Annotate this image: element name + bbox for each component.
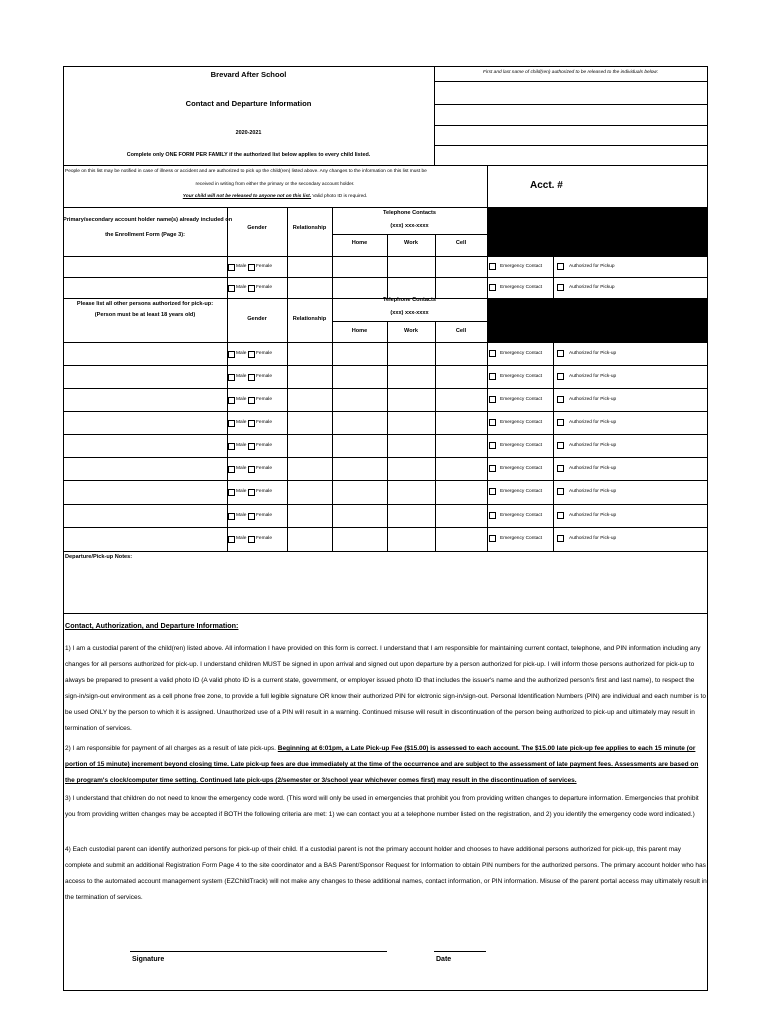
female-checkbox[interactable] [248,351,255,358]
section2-cell-header: Cell [455,328,467,334]
male-checkbox[interactable] [228,513,235,520]
relationship-field[interactable] [289,413,330,432]
date-label: Date [436,956,452,963]
s2-v5 [435,321,436,551]
authorized-pickup-label: Authorized for Pick-up [569,373,617,379]
work-phone-field[interactable] [389,413,433,432]
male-label: Male [236,263,247,269]
notes-bottom-line [63,613,707,614]
authorized-pickup-label: Authorized for Pick-up [569,442,617,448]
female-label: Female [256,489,272,494]
person-name-field[interactable] [65,413,225,432]
female-checkbox[interactable] [248,536,255,543]
male-label: Male [236,442,247,448]
relationship-field[interactable] [289,482,330,502]
authorized-pickup-checkbox[interactable] [557,350,564,357]
male-label: Male [236,536,247,541]
section1-work-header: Work [404,240,418,246]
work-phone-field[interactable] [389,506,433,525]
home-phone-field[interactable] [334,529,385,549]
work-phone-field[interactable] [389,390,433,409]
row-line [63,457,707,458]
s1-v3 [332,207,333,298]
person-name-field[interactable] [65,506,225,525]
authorized-pickup-checkbox[interactable] [557,488,564,495]
person-name-field[interactable] [65,459,225,478]
terms-paragraph-2 [65,741,707,789]
cell-phone-field[interactable] [437,413,485,432]
relationship-field[interactable] [289,459,330,478]
section2-label-2: (Person must be at least 18 years old) [94,312,196,318]
row-divider [553,411,554,434]
section1-home-header: Home [351,240,368,246]
terms-p2-bold: Beginning at 6:01pm, a Late Pick-up Fee ($15.00) is assessed to each account. The $15.00 late pick-up fee applies to each 15 minute (or portion of 15 minute) increment beyond closing time. Late pick-up fees are due immediately at the time of the occurrence and are subject to the assessment of late payment fees. Assessments are based on the program's clock/computer time setting. Continued late pick-ups (2/semester or 3/school year whichever comes first) may result in the discontinuation of services. [65,745,699,784]
male-label: Male [236,512,247,518]
cell-phone-field[interactable] [437,279,485,296]
emergency-contact-checkbox[interactable] [489,465,496,472]
cell-phone-field[interactable] [437,436,485,455]
row-divider [553,277,554,298]
terms-paragraph-4: 4) Each custodial parent can identify authorized persons for pick-up of their child. If a custodial parent is not the primary account holder and chooses to have additional persons authorized for pick-up, this parent may complete and submit an additional Registration Form Page 4 to the site coordinator and a BAS Parent/Sponsor Request for Information to obtain PIN numbers for the authorized persons. The primary account holder who has access to the automated account management system (EZChildTrack) will not make any changes to these additional names, contact information, or PIN information. Misuse of the parent portal access may ultimately result in the termination of services. [65,846,707,901]
s1-header-bottom [63,256,707,257]
emergency-contact-checkbox[interactable] [489,419,496,426]
work-phone-field[interactable] [389,436,433,455]
authorized-pickup-checkbox[interactable] [557,263,564,270]
section1-label-2: the Enrollment Form (Page 3): [105,232,185,238]
authorized-pickup-checkbox[interactable] [557,373,564,380]
s1-v2 [287,207,288,298]
s2-v2 [287,298,288,551]
section2-label-1: Please list all other persons authorized for pick-up: [76,301,214,307]
authorized-pickup-checkbox[interactable] [557,396,564,403]
child-line-4 [434,145,707,146]
section1-shaded-block [487,207,707,256]
form-title: Contact and Departure Information [185,99,312,108]
male-checkbox[interactable] [228,264,235,271]
female-checkbox[interactable] [248,285,255,292]
emergency-contact-checkbox[interactable] [489,396,496,403]
male-label: Male [236,419,247,425]
emergency-contact-label: Emergency Contact [500,465,543,471]
section2-shaded-block [487,298,707,342]
terms-heading: Contact, Authorization, and Departure Information: [65,621,239,630]
emergency-contact-label: Emergency Contact [500,512,543,518]
acct-divider [487,165,488,207]
male-label: Male [236,396,247,402]
notes-label: Departure/Pick-up Notes: [65,554,133,560]
notice-rest: Valid photo ID is required. [311,194,368,199]
home-phone-field[interactable] [334,436,385,455]
section1-phone-format: (xxx) xxx-xxxx [390,223,429,229]
female-checkbox[interactable] [248,466,255,473]
row-line [63,434,707,435]
child-line-3 [434,125,707,126]
relationship-field[interactable] [289,506,330,525]
child-name-field-2[interactable] [436,106,705,124]
female-checkbox[interactable] [248,264,255,271]
female-checkbox[interactable] [248,443,255,450]
notice-line-3 [63,195,487,200]
cell-phone-field[interactable] [437,390,485,409]
emergency-contact-label: Emergency Contact [500,350,543,356]
female-label: Female [256,536,272,541]
home-phone-field[interactable] [334,506,385,525]
authorized-pickup-checkbox[interactable] [557,419,564,426]
section2-work-header: Work [404,328,418,334]
emergency-contact-checkbox[interactable] [489,350,496,357]
person-name-field[interactable] [65,344,225,363]
row-divider [553,342,554,365]
home-phone-field[interactable] [334,279,385,296]
authorized-pickup-checkbox[interactable] [557,465,564,472]
relationship-field[interactable] [289,390,330,409]
authorized-pickup-label: Authorized for Pick-up [569,419,617,425]
child-name-field-3[interactable] [436,127,705,144]
male-label: Male [236,284,247,290]
person-name-field[interactable] [65,390,225,409]
authorized-pickup-label: Authorized for Pick-up [569,396,617,402]
emergency-contact-label: Emergency Contact [500,373,543,379]
cell-phone-field[interactable] [437,344,485,363]
authorized-pickup-checkbox[interactable] [557,535,564,542]
row-line [63,365,707,366]
authorized-pickup-label: Authorized for Pick-up [569,536,617,541]
child-name-field-1[interactable] [436,83,705,103]
signature-field[interactable] [130,934,387,950]
male-checkbox[interactable] [228,397,235,404]
terms-paragraph-3: 3) I understand that children do not need to know the emergency code word. (This word will only be used in emergencies that prohibit you from providing written changes to departure information. Emergencies that prohibit you from providing written changes may be accepted if BOTH the following criteria are met: 1) we can contact you at a telephone number listed on the registration, and 2) you identify the emergency code word indicated.) [65,795,699,818]
female-label: Female [256,263,272,269]
female-checkbox[interactable] [248,374,255,381]
form-border-left [63,66,64,991]
work-phone-field[interactable] [389,459,433,478]
terms-paragraph-1: 1) I am a custodial parent of the child(ren) listed above. All information I have provided on this form is correct. I understand that I am responsible for maintaining current contact, telephone, and PIN information including any changes for all persons authorized for pick-up. I understand children MUST be signed in upon arrival and signed out upon departure by a person authorized for pick-up. I will inform those persons authorized for pick-up to always be prepared to present a valid photo ID (A valid photo ID is a current state, government, or employer issued photo ID that includes the issuer's name and the authorized person's first and last name), to respect the sign-in/sign-out environment as a cell phone free zone, to provide a full legible signature OR know their authorized PIN for elctronic sign-in/sign-out. Personal Identification Numbers (PIN) are individual and each number is to be used ONLY by the person to which it is assigned. Unauthorized use of a PIN will result in a warning. Continued misuse will result in discontinuation of the person being authorized to pick-up and ultimately may result in termination of services. [65,645,706,732]
row-line [63,551,707,552]
emergency-contact-label: Emergency Contact [500,263,543,269]
s1-v4 [387,234,388,298]
section1-relationship-header: Relationship [292,225,327,231]
s1-v6 [487,207,488,298]
signature-line [130,951,387,952]
female-label: Female [256,284,272,290]
emergency-contact-label: Emergency Contact [500,419,543,425]
row-line [63,480,707,481]
terms-p2-start: 2) I am responsible for payment of all charges as a result of late pick-ups. [65,745,278,752]
relationship-field[interactable] [289,344,330,363]
female-label: Female [256,396,272,402]
school-year: 2020-2021 [235,130,262,136]
work-phone-field[interactable] [389,279,433,296]
signature-label: Signature [132,956,165,963]
female-checkbox[interactable] [248,420,255,427]
children-label: First and last name of child(ren) authorized to be released to the individuals below: [483,70,659,75]
female-label: Female [256,373,272,379]
home-phone-field[interactable] [334,459,385,478]
relationship-field[interactable] [289,258,330,275]
male-checkbox[interactable] [228,420,235,427]
male-checkbox[interactable] [228,374,235,381]
authorized-pickup-label: Authorized for Pick-up [569,350,617,356]
emergency-contact-checkbox[interactable] [489,263,496,270]
female-checkbox[interactable] [248,513,255,520]
child-line-1 [434,81,707,82]
work-phone-field[interactable] [389,367,433,386]
male-checkbox[interactable] [228,285,235,292]
section1-gender-header: Gender [247,225,267,231]
date-line [434,951,486,952]
emergency-contact-label: Emergency Contact [500,442,543,448]
cell-phone-field[interactable] [437,367,485,386]
row-divider [553,527,554,551]
row-divider [553,365,554,388]
home-phone-field[interactable] [334,367,385,386]
male-checkbox[interactable] [228,466,235,473]
child-name-field-4[interactable] [436,147,705,164]
female-label: Female [256,419,272,425]
s2-v3 [332,298,333,551]
authorized-pickup-checkbox[interactable] [557,512,564,519]
relationship-field[interactable] [289,436,330,455]
instruction-text: Complete only ONE FORM PER FAMILY if the authorized list below applies to every child listed. [126,152,371,158]
row-divider [553,480,554,504]
emergency-contact-label: Emergency Contact [500,536,543,541]
emergency-contact-label: Emergency Contact [500,396,543,402]
home-phone-field[interactable] [334,344,385,363]
female-label: Female [256,465,272,471]
female-label: Female [256,442,272,448]
cell-phone-field[interactable] [437,482,485,502]
row-divider [553,457,554,480]
person-name-field[interactable] [65,258,225,275]
date-field[interactable] [434,934,486,950]
home-phone-field[interactable] [334,390,385,409]
person-name-field[interactable] [65,482,225,502]
header-bottom-line [63,165,707,166]
row-line [63,527,707,528]
male-label: Male [236,350,247,356]
authorized-pickup-checkbox[interactable] [557,284,564,291]
person-name-field[interactable] [65,436,225,455]
section2-phone-subline [332,321,487,322]
section2-phone-format: (xxx) xxx-xxxx [390,310,429,316]
emergency-contact-checkbox[interactable] [489,512,496,519]
female-label: Female [256,512,272,518]
home-phone-field[interactable] [334,258,385,275]
section1-phone-title: Telephone Contacts [382,210,437,216]
male-checkbox[interactable] [228,489,235,496]
female-label: Female [256,350,272,356]
org-name: Brevard After School [210,70,287,79]
cell-phone-field[interactable] [437,529,485,549]
emergency-contact-label: Emergency Contact [500,284,543,290]
form-border-bottom [63,990,708,991]
section1-cell-header: Cell [455,240,467,246]
row-divider [553,504,554,527]
emergency-contact-checkbox[interactable] [489,488,496,495]
work-phone-field[interactable] [389,529,433,549]
emergency-contact-checkbox[interactable] [489,284,496,291]
row-divider [553,388,554,411]
female-checkbox[interactable] [248,489,255,496]
work-phone-field[interactable] [389,482,433,502]
row-divider [553,256,554,277]
person-name-field[interactable] [65,279,225,296]
authorized-pickup-label: Authorized for Pickup [569,263,615,269]
authorized-pickup-label: Authorized for Pickup [569,284,615,290]
row-line [63,388,707,389]
s2-v6 [487,298,488,551]
emergency-contact-checkbox[interactable] [489,535,496,542]
emergency-contact-label: Emergency Contact [500,489,543,494]
s2-header-bottom [63,342,707,343]
authorized-pickup-checkbox[interactable] [557,442,564,449]
female-checkbox[interactable] [248,397,255,404]
section2-home-header: Home [351,328,368,334]
relationship-field[interactable] [289,367,330,386]
form-border-top [63,66,707,67]
section2-relationship-header: Relationship [292,316,327,322]
relationship-field[interactable] [289,279,330,296]
notice-strong: Your child will not be released to anyone not on this list. [182,194,312,199]
row-line [63,504,707,505]
row-line [63,411,707,412]
authorized-pickup-label: Authorized for Pick-up [569,512,617,518]
authorized-pickup-label: Authorized for Pick-up [569,465,617,471]
row-divider [553,434,554,457]
male-label: Male [236,465,247,471]
acct-number-field[interactable] [570,175,700,197]
section2-gender-header: Gender [247,316,267,322]
person-name-field[interactable] [65,529,225,549]
notice-line-1: People on this list may be notified in case of illness or accident and are authorized to pick up the child(ren) listed above. Any changes to the information on this list must be [65,169,427,174]
section1-label-1: Primary/secondary account holder name(s) already included on [63,217,233,223]
emergency-contact-checkbox[interactable] [489,442,496,449]
form-border-right [707,66,708,991]
home-phone-field[interactable] [334,413,385,432]
person-name-field[interactable] [65,367,225,386]
authorized-pickup-label: Authorized for Pick-up [569,489,617,494]
male-checkbox[interactable] [228,351,235,358]
section1-phone-subline [332,234,487,235]
section2-phone-title: Telephone Contacts [382,297,437,303]
notice-line-2: received in writing from either the primary or the secondary account holder. [195,182,355,187]
male-label: Male [236,373,247,379]
s2-v4 [387,321,388,551]
male-checkbox[interactable] [228,536,235,543]
work-phone-field[interactable] [389,258,433,275]
row-line [63,277,707,278]
cell-phone-field[interactable] [437,258,485,275]
acct-label: Acct. # [530,180,563,191]
home-phone-field[interactable] [334,482,385,502]
relationship-field[interactable] [289,529,330,549]
child-line-2 [434,104,707,105]
emergency-contact-checkbox[interactable] [489,373,496,380]
cell-phone-field[interactable] [437,506,485,525]
work-phone-field[interactable] [389,344,433,363]
s1-v5 [435,234,436,298]
male-label: Male [236,489,247,494]
notes-field[interactable] [65,565,705,610]
male-checkbox[interactable] [228,443,235,450]
cell-phone-field[interactable] [437,459,485,478]
